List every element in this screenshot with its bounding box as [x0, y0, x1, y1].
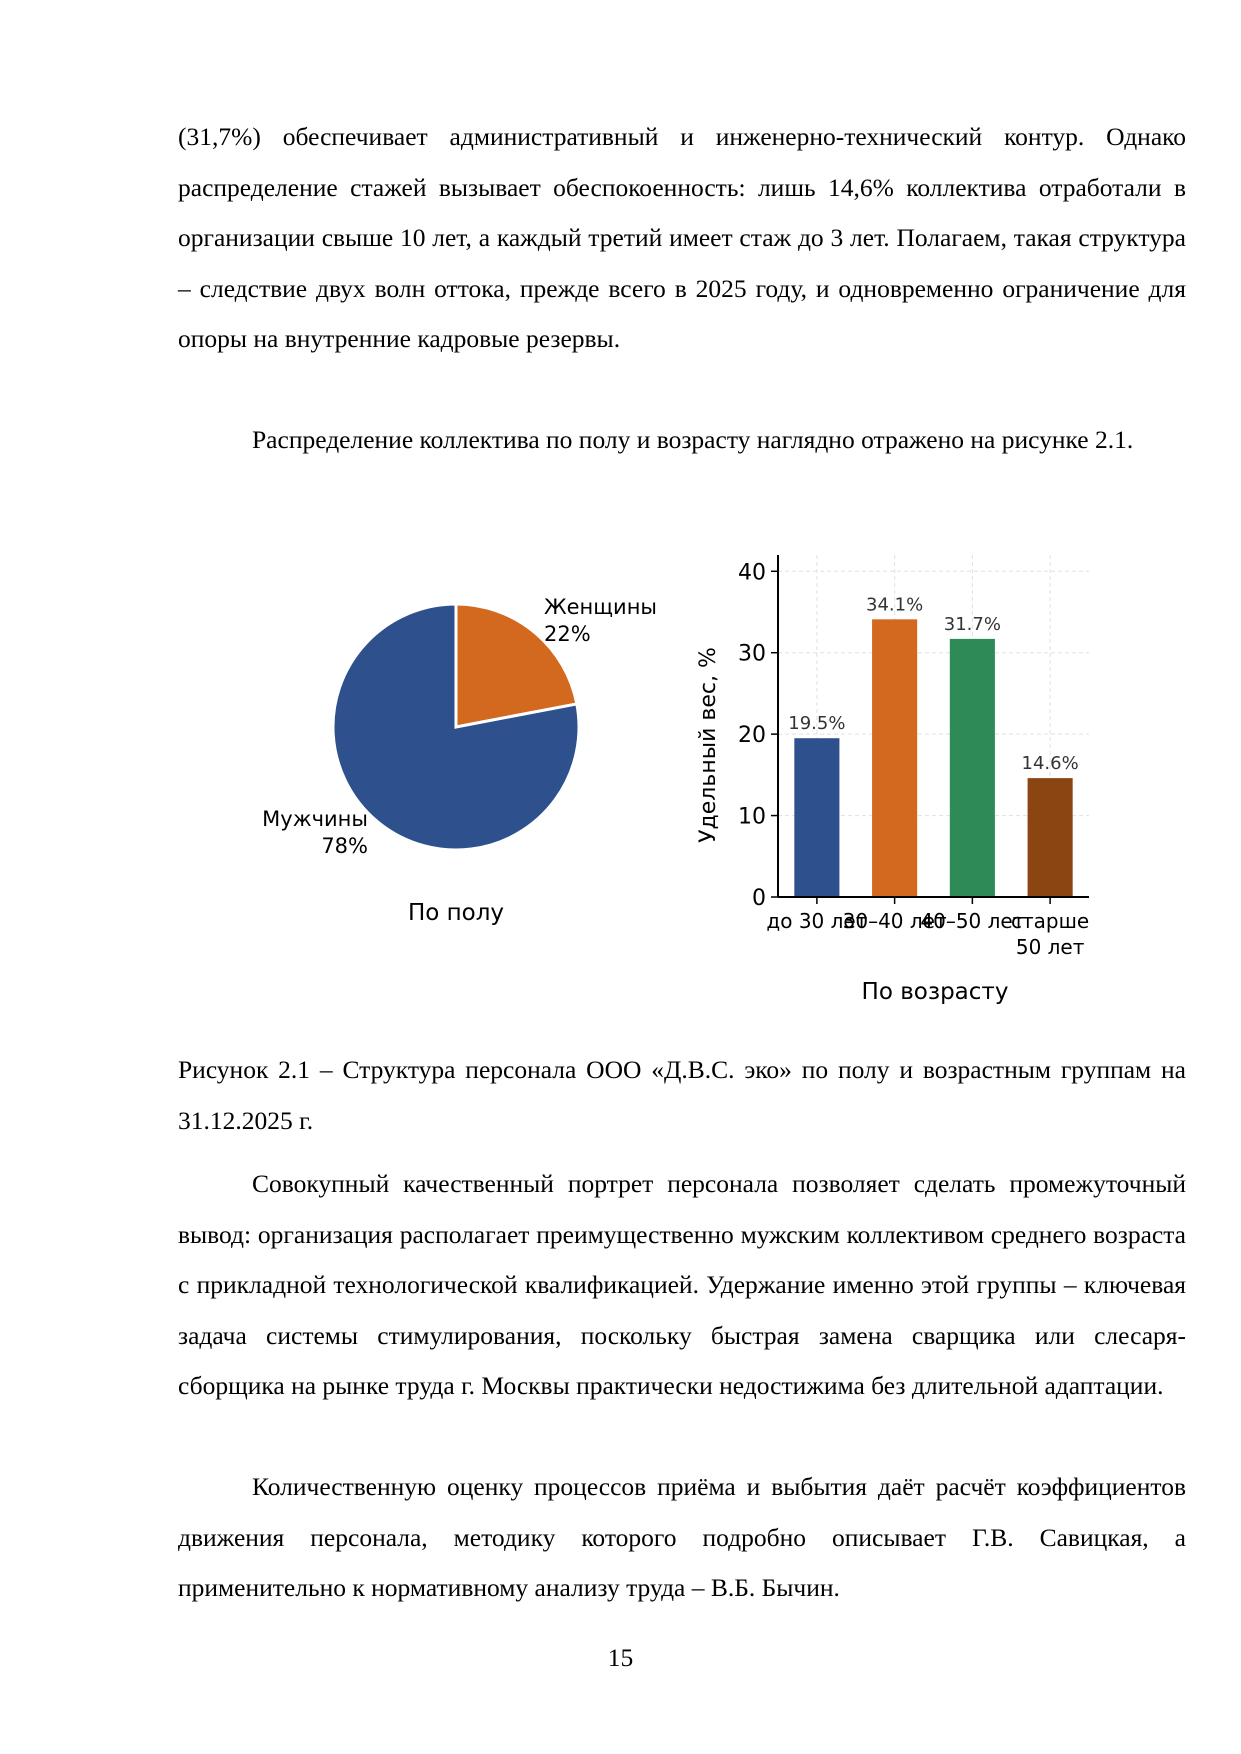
pie-pct-women: 22% [544, 622, 591, 646]
y-tick-label: 20 [738, 723, 766, 749]
pie-label-men: Мужчины [262, 807, 368, 831]
x-tick-label: 50 лет [1015, 935, 1085, 959]
bar [950, 639, 995, 897]
paragraph-method: Количественную оценку процессов приёма и выбытия даёт расчёт коэффициентов движения персонала, методику которого подробно описывает Г.В. Савицкая, а применительно к нормативному анализу труда – В.Б. Бычин. [178, 1472, 1186, 1602]
y-ticks [738, 560, 778, 911]
pie-chart [262, 595, 657, 926]
bar-data-label: 34.1% [866, 594, 924, 616]
x-tick-label: 40–50 лет [920, 909, 1025, 933]
bar-series [788, 594, 1078, 897]
x-tick-label: 30–40 лет [842, 909, 947, 933]
bar-chart [696, 555, 1089, 1005]
x-tick-label: до 30 лет [766, 909, 868, 933]
x-ticks [766, 897, 1089, 959]
pie-label-women: Женщины [544, 595, 658, 619]
paragraph-conclusion: Совокупный качественный портрет персонала позволяет сделать промежуточный вывод: организация располагает преимущественно мужским коллективом среднего возраста с прикладной технологической квалификацией. Удержание именно этой группы – ключевая задача системы стимулирования, поскольку быстрая замена сварщика или слесаря-сборщика на рынке труда г. Москвы практически недостижима без длительной адаптации. [178, 1169, 1186, 1400]
paragraph-figure-intro: Распределение коллектива по полу и возрасту наглядно отражено на рисунке 2.1. [252, 425, 1134, 454]
page-number: 15 [607, 1643, 634, 1672]
bar [872, 619, 917, 897]
bar [1028, 778, 1073, 897]
paragraph-continued: (31,7%) обеспечивает административный и инженерно-технический контур. Однако распределение стажей вызывает обеспокоенность: лишь 14,6% коллектива отработали в организации свыше 10 лет, а каждый третий имеет стаж до 3 лет. Полагаем, такая структура – следствие двух волн оттока, прежде всего в 2025 году, и одновременно ограничение для опоры на внутренние кадровые резервы. [178, 122, 1186, 353]
y-axis-label: Удельный вес, % [696, 647, 721, 843]
bar-data-label: 19.5% [788, 713, 846, 735]
figure-caption: Рисунок 2.1 – Структура персонала ООО «Д.В.С. эко» по полу и возрастным группам на 31.12.2025 г. [178, 1055, 1186, 1135]
bar [794, 738, 839, 897]
bar-chart-title: По возрасту [861, 979, 1009, 1005]
y-tick-label: 0 [752, 886, 766, 911]
bar-data-label: 14.6% [1021, 753, 1079, 775]
x-tick-label: старше [1011, 909, 1090, 933]
pie-chart-title: По полу [407, 900, 505, 926]
pie-pct-men: 78% [321, 834, 368, 858]
bar-data-label: 31.7% [943, 613, 1001, 635]
y-tick-label: 40 [738, 560, 766, 586]
y-tick-label: 30 [738, 641, 766, 667]
y-tick-label: 10 [738, 804, 766, 830]
